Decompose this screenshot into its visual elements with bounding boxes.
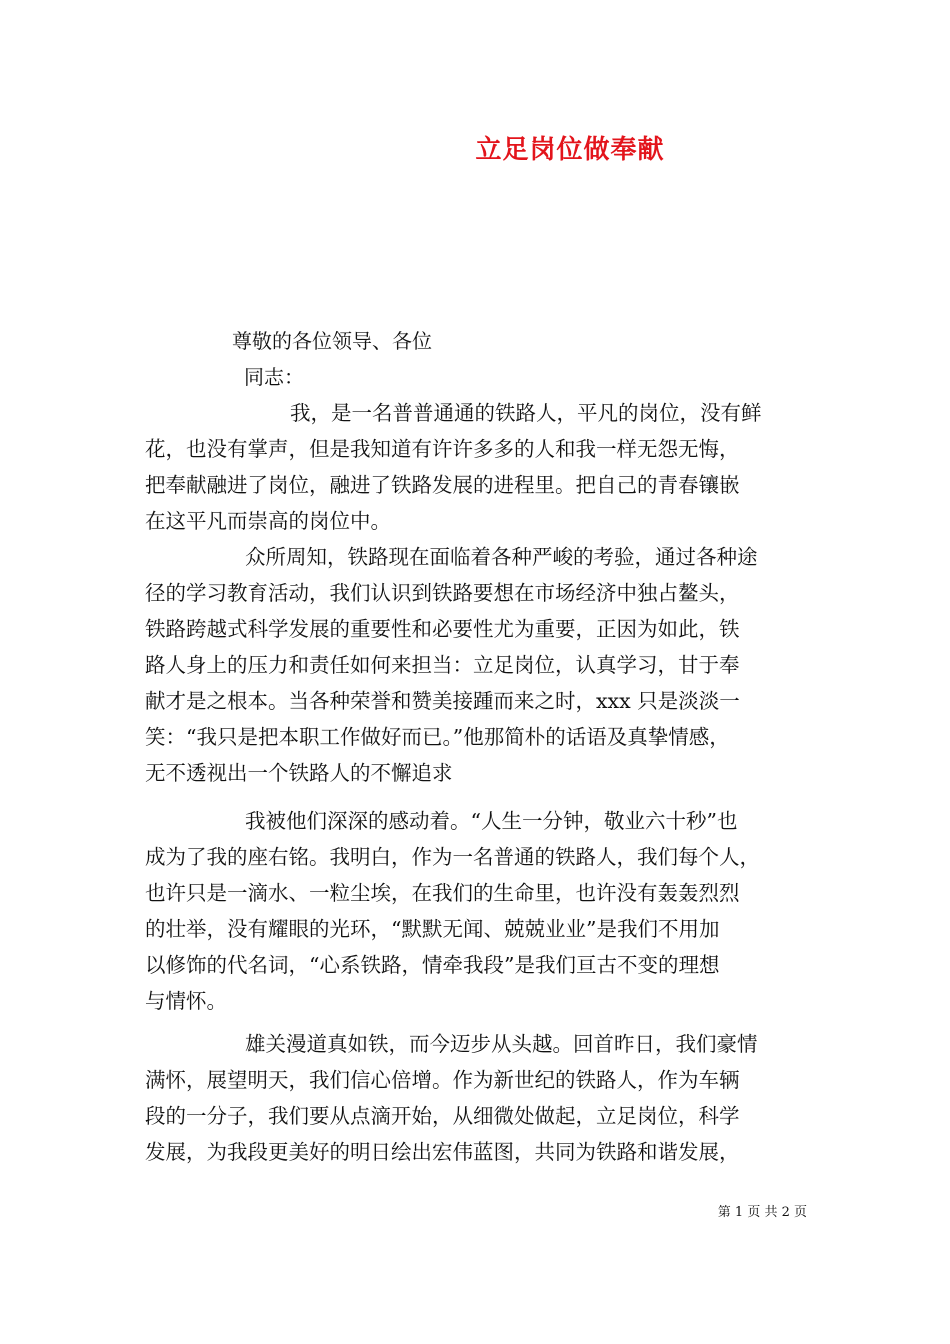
page-title: 立足岗位做奉献 (475, 135, 665, 165)
text-line: 以修饰的代名词，“心系铁路，情牵我段”是我们亘古不变的理想 (145, 953, 720, 977)
text-line: 满怀，展望明天，我们信心倍增。作为新世纪的铁路人，作为车辆 (145, 1068, 740, 1092)
text-line: 路人身上的压力和责任如何来担当：立足岗位，认真学习，甘于奉 (145, 653, 740, 677)
text-line: 无不透视出一个铁路人的不懈追求 (145, 761, 453, 785)
text-line: 在这平凡而崇高的岗位中。 (145, 509, 391, 533)
text-line: 径的学习教育活动，我们认识到铁路要想在市场经济中独占鳌头， (145, 581, 740, 605)
text-line: 的壮举，没有耀眼的光环，“默默无闻、兢兢业业”是我们不用加 (145, 917, 720, 941)
page-footer: 第 1 页 共 2 页 (717, 1205, 807, 1220)
text-line: 众所周知，铁路现在面临着各种严峻的考验，通过各种途 (245, 545, 758, 569)
text-line: 献才是之根本。当各种荣誉和赞美接踵而来之时，xxx 只是淡淡一 (145, 689, 740, 713)
text-line: 与情怀。 (145, 989, 227, 1013)
text-line: 花，也没有掌声，但是我知道有许许多多的人和我一样无怨无悔， (145, 437, 740, 461)
text-line: 我被他们深深的感动着。“人生一分钟，敬业六十秒”也 (245, 809, 738, 833)
text-line: 我，是一名普普通通的铁路人，平凡的岗位，没有鲜 (290, 401, 762, 425)
text-line: 也许只是一滴水、一粒尘埃，在我们的生命里，也许没有轰轰烈烈 (145, 881, 740, 905)
salutation-line-2: 同志： (244, 365, 304, 389)
text-line: 段的一分子，我们要从点滴开始，从细微处做起，立足岗位，科学 (145, 1104, 740, 1128)
text-line: 把奉献融进了岗位，融进了铁路发展的进程里。把自己的青春镶嵌 (145, 473, 740, 497)
text-line: 雄关漫道真如铁，而今迈步从头越。回首昨日，我们豪情 (245, 1032, 758, 1056)
text-line: 成为了我的座右铭。我明白，作为一名普通的铁路人，我们每个人， (145, 845, 760, 869)
text-line: 笑：“我只是把本职工作做好而已。”他那简朴的话语及真挚情感， (145, 725, 730, 749)
salutation-line-1: 尊敬的各位领导、各位 (232, 329, 432, 353)
text-line: 发展，为我段更美好的明日绘出宏伟蓝图，共同为铁路和谐发展， (145, 1140, 740, 1164)
text-line: 铁路跨越式科学发展的重要性和必要性尤为重要，正因为如此，铁 (145, 617, 740, 641)
